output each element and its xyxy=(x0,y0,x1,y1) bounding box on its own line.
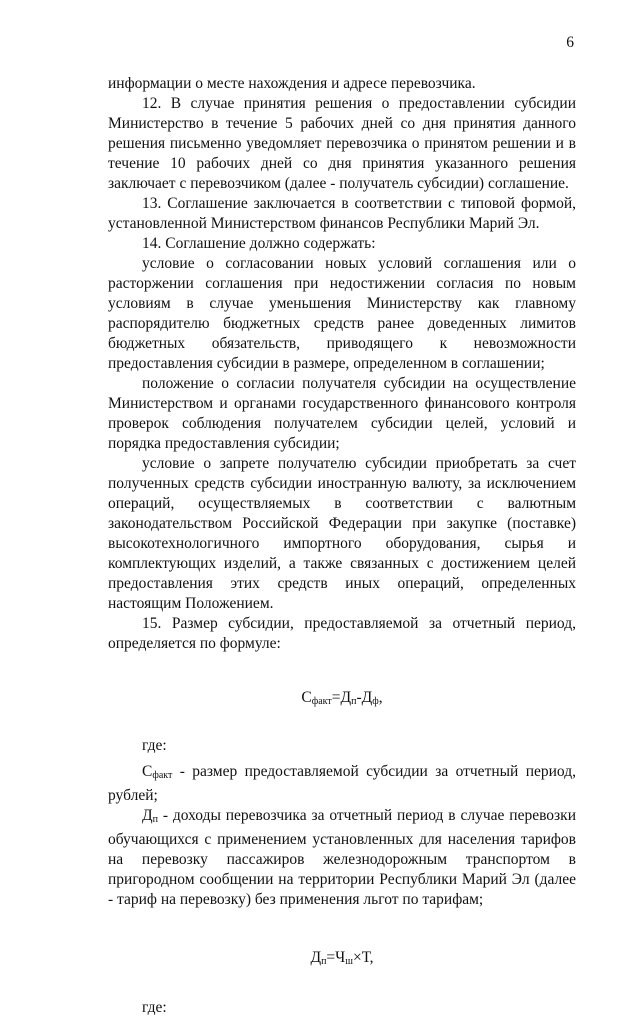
formula1-end: , xyxy=(378,689,383,706)
formula1-minus: -Д xyxy=(356,689,373,706)
where-label-2: где: xyxy=(142,999,167,1016)
formula1-eq: =Д xyxy=(331,689,352,706)
def2-text: - доходы перевозчика за отчетный период в случае перевозки обучающихся с применением установленных для населения тарифов на перевозку пассажиров железнодорожным транспортом в пригородном сообщении на территории Республики Марий Эл (далее - тариф на перевозку) без применения льгот по тарифам; xyxy=(108,807,576,908)
page-number: 6 xyxy=(566,34,574,51)
paragraph-14: 14. Соглашение должно содержать: xyxy=(142,235,376,252)
paragraph-12: 12. В случае принятия решения о предоставлении субсидии Министерство в течение 5 рабочих дней со дня принятия данного решения письменно уведомляет перевозчика о принятом решении и в течение 10 рабочих дней со дня принятия указанного решения заключает с перевозчиком (далее - получатель субсидии) соглашение. xyxy=(108,95,576,192)
formula1-lhs-sub: факт xyxy=(311,696,332,707)
def1-symbol-sub: факт xyxy=(152,770,173,781)
formula2-lhs-sub: п xyxy=(321,956,327,967)
formula2-times: ×Т, xyxy=(352,949,374,966)
formula1-r1-sub: п xyxy=(351,696,357,707)
clause-renegotiation: условие о согласовании новых условий соглашения или о расторжении соглашения при недостижении согласия по новым условиям в случае уменьшения Министерству как главному распорядителю бюджетных средств ранее доведенных лимитов бюджетных обязательств, приводящего к невозможности предоставления субсидии в размере, определенном в соглашении; xyxy=(108,255,576,372)
clause-audit-consent: положение о согласии получателя субсидии на осуществление Министерством и органами государственного финансового контроля проверок соблюдения получателем субсидии целей, условий и порядка предоставления субсидии; xyxy=(108,375,576,452)
where-label-1: где: xyxy=(142,737,167,754)
paragraph-continuation: информации о месте нахождения и адресе перевозчика. xyxy=(108,75,476,92)
formula-subsidy xyxy=(108,688,576,712)
formula-income xyxy=(108,948,576,972)
clause-currency-ban: условие о запрете получателю субсидии приобретать за счет полученных средств субсидии иностранную валюту, за исключением операций, осуществляемых в соответствии с валютным законодательством Российской Федерации при закупке (поставке) высокотехнологичного импортного оборудования, сырья и комплектующих изделий, а также связанных с достижением целей предоставления этих средств иных операций, определенных настоящим Положением. xyxy=(108,455,576,612)
paragraph-13: 13. Соглашение заключается в соответствии с типовой формой, установленной Министерством финансов Республики Марий Эл. xyxy=(108,195,576,232)
def2-symbol: Д xyxy=(142,807,153,824)
document-body xyxy=(108,74,576,1018)
def1-text: - размер предоставляемой субсидии за отчетный период, рублей; xyxy=(108,763,576,804)
formula2-lhs: Д xyxy=(310,949,322,966)
definition-c-fact xyxy=(108,762,576,806)
paragraph-15: 15. Размер субсидии, предоставляемой за отчетный период, определяется по формуле: xyxy=(108,615,576,652)
formula2-eq: =Ч xyxy=(326,949,346,966)
formula1-lhs: С xyxy=(301,689,312,706)
formula1-r2-sub: ф xyxy=(372,696,379,707)
definition-d-p xyxy=(108,806,576,910)
formula2-r1-sub: ш xyxy=(345,956,353,967)
def2-symbol-sub: п xyxy=(152,814,158,825)
def1-symbol: С xyxy=(142,763,153,780)
